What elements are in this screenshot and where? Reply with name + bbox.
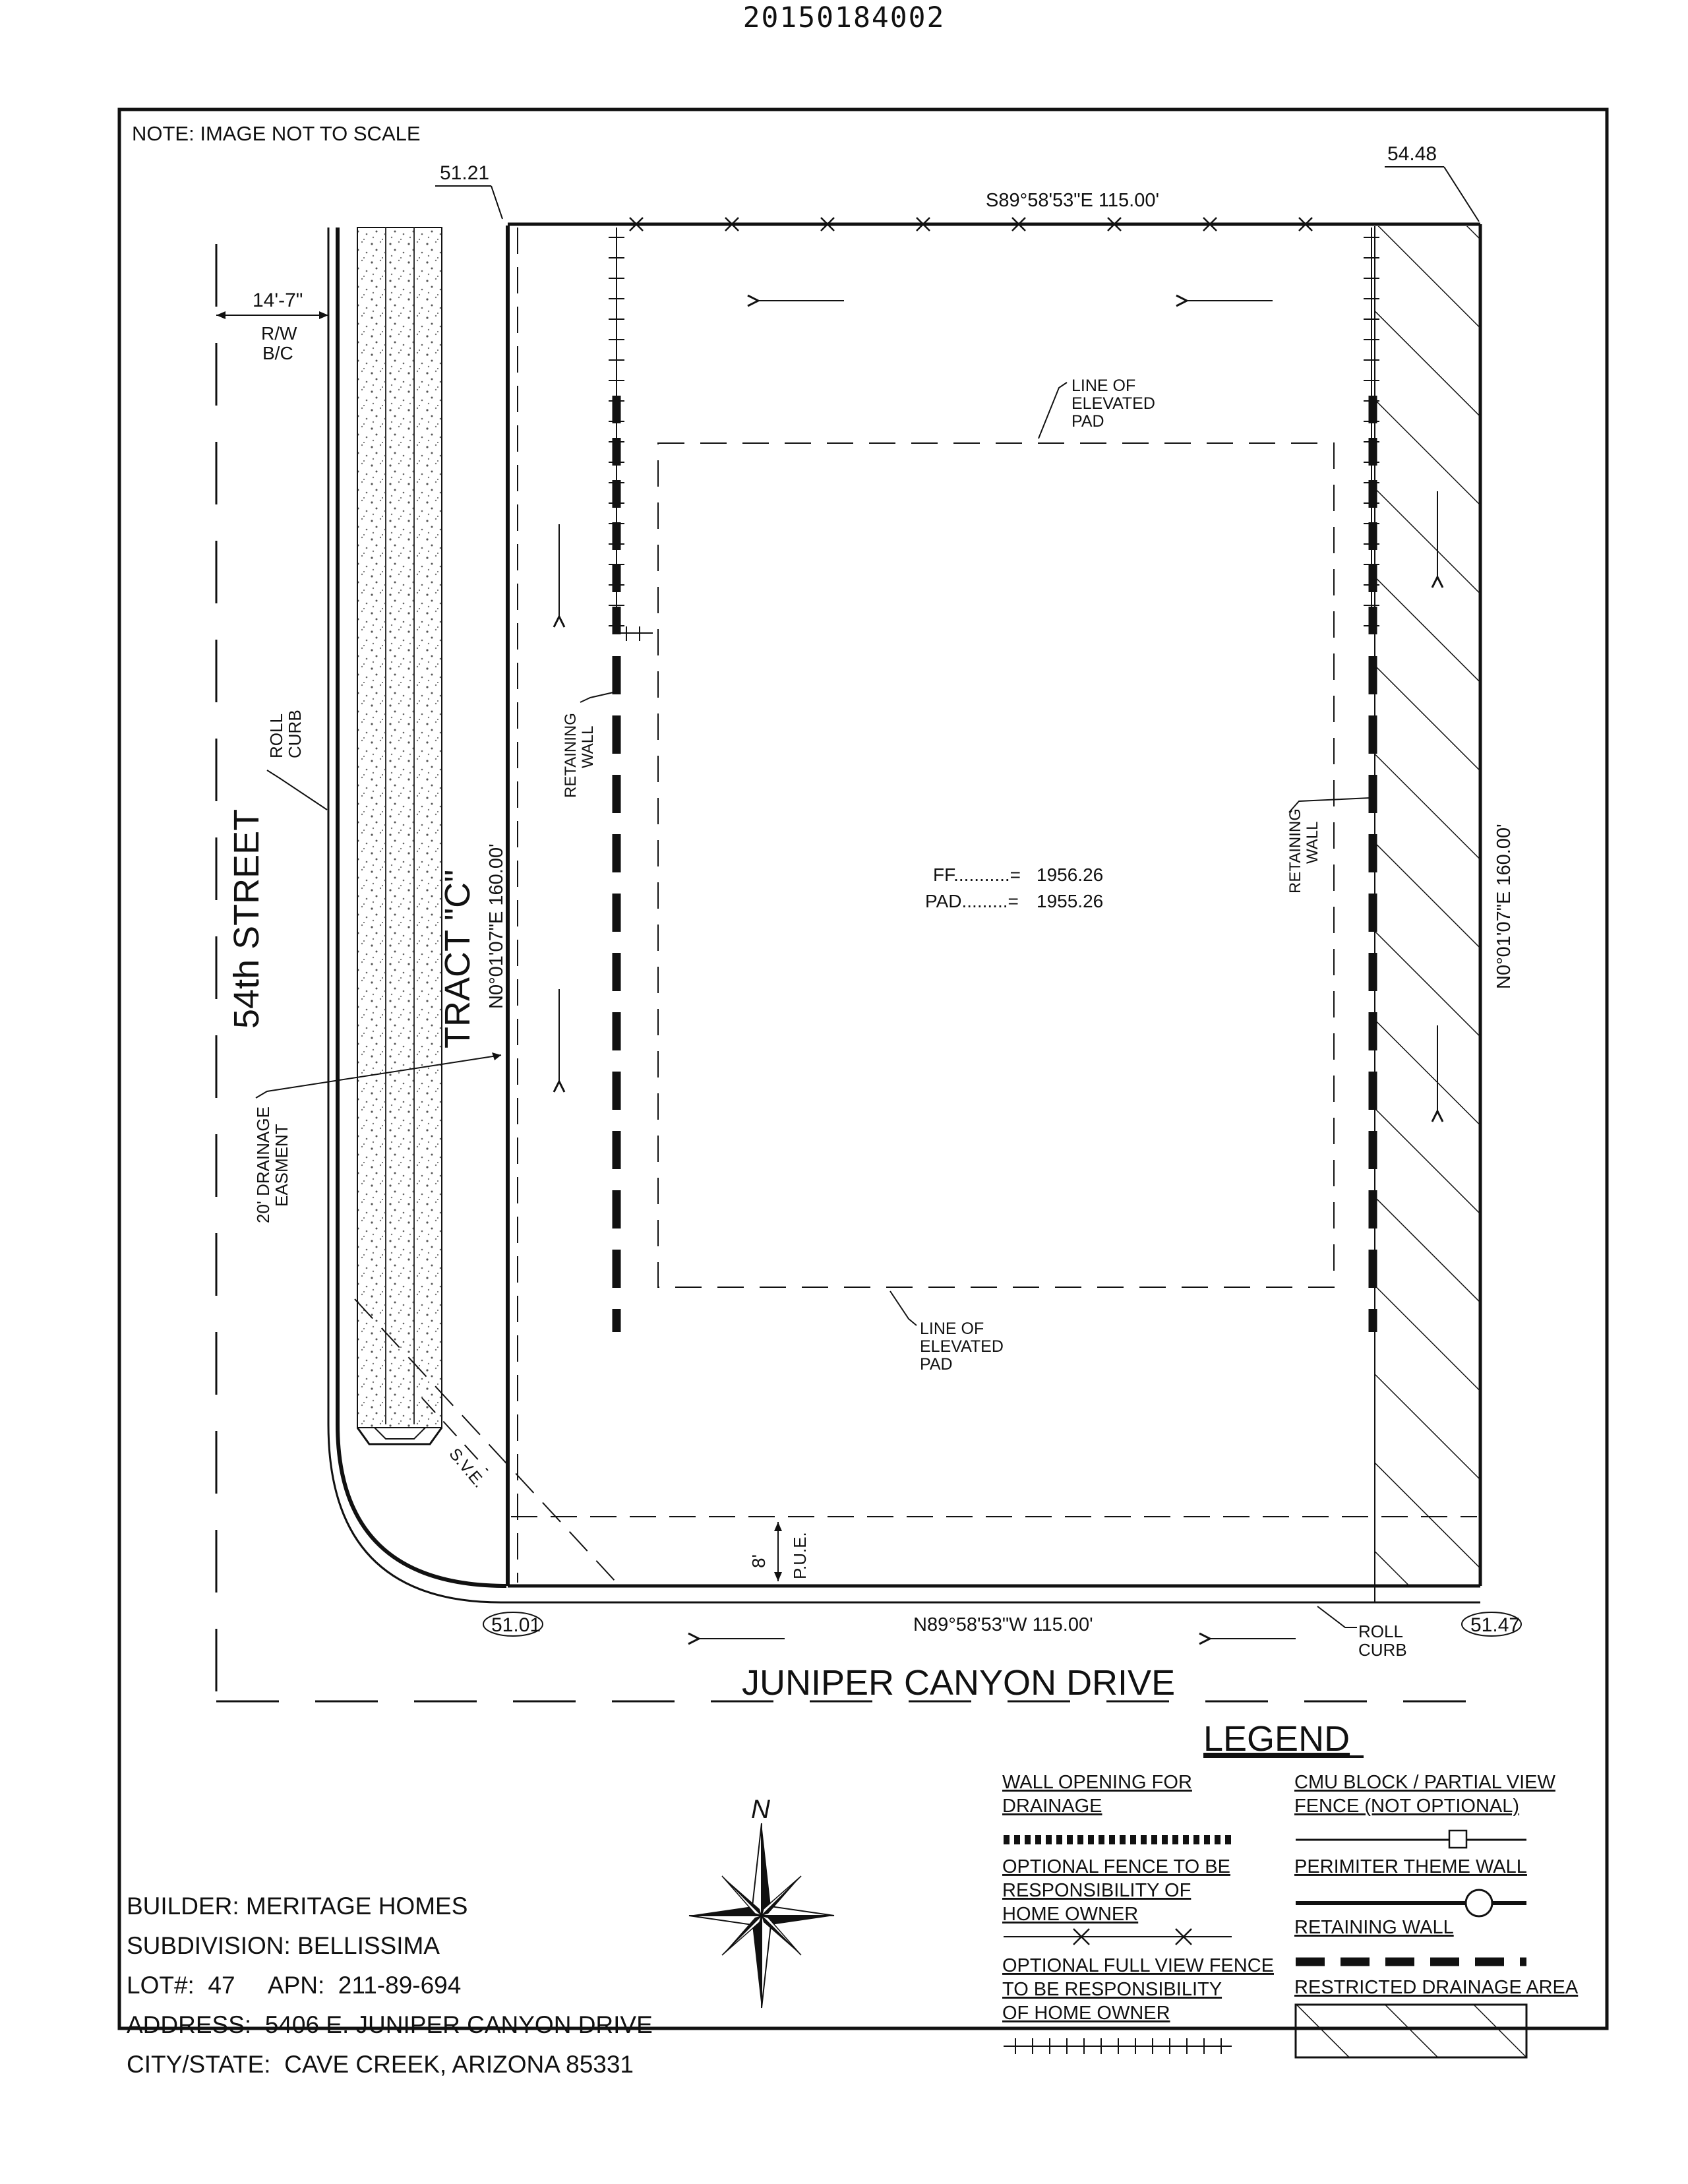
svg-text:SUBDIVISION: BELLISSIMA: SUBDIVISION: BELLISSIMA [127,1932,440,1959]
svg-text:CURB: CURB [285,710,305,758]
svg-text:OPTIONAL FENCE TO BE: OPTIONAL FENCE TO BE [1002,1856,1230,1877]
north-label: N [751,1795,770,1824]
svg-text:PAD: PAD [1071,412,1104,431]
corner-elev-top-left: 51.21 [440,162,490,184]
svg-text:20' DRAINAGE: 20' DRAINAGE [253,1107,273,1223]
svg-text:OF HOME OWNER: OF HOME OWNER [1002,2003,1170,2024]
drainage-strip [357,228,442,1428]
svg-text:8': 8' [748,1554,769,1568]
street-name: 54th STREET [227,808,266,1029]
svg-text:RETAINING: RETAINING [562,713,580,798]
svg-text:LINE OF: LINE OF [920,1320,984,1338]
lot-info [127,1893,653,2078]
corner-elev-bottom-right: 51.47 [1470,1614,1521,1636]
corner-elev-bottom-left: 51.01 [491,1614,541,1636]
legend-title: LEGEND [1203,1719,1350,1759]
bearing-top: S89°58'53"E 115.00' [986,190,1160,211]
ff-value: 1956.26 [1037,864,1104,885]
pad-label: PAD.........= [925,891,1019,911]
svg-text:LINE OF: LINE OF [1071,377,1136,395]
svg-text:WALL: WALL [579,725,597,768]
svg-text:FENCE (NOT OPTIONAL): FENCE (NOT OPTIONAL) [1294,1796,1520,1817]
ff-label: FF...........= [933,864,1021,885]
bearing-right: N0°01'07"E 160.00' [1493,824,1515,989]
road-name: JUNIPER CANYON DRIVE [742,1663,1176,1703]
svg-text:ADDRESS: 5406 E. JUNIPER CANY: ADDRESS: 5406 E. JUNIPER CANYON DRIVE [127,2011,653,2038]
svg-text:S.V.E.: S.V.E. [445,1444,489,1492]
tract-name: TRACT "C" [438,869,477,1048]
svg-text:CMU BLOCK / PARTIAL VIEW: CMU BLOCK / PARTIAL VIEW [1294,1772,1555,1793]
svg-text:RESPONSIBILITY OF: RESPONSIBILITY OF [1002,1880,1191,1901]
svg-text:P.U.E.: P.U.E. [790,1532,810,1579]
corner-elev-top-right: 54.48 [1387,143,1437,165]
svg-text:TO BE RESPONSIBILITY: TO BE RESPONSIBILITY [1002,1979,1222,2000]
svg-text:PERIMITER THEME WALL: PERIMITER THEME WALL [1294,1856,1527,1877]
svg-text:WALL: WALL [1304,821,1321,864]
document-number: 20150184002 [742,1,946,34]
svg-text:BUILDER: MERITAGE HOMES: BUILDER: MERITAGE HOMES [127,1893,468,1920]
legend [1002,1772,1579,2057]
svg-text:ROLL: ROLL [1358,1622,1403,1641]
scale-note: NOTE: IMAGE NOT TO SCALE [132,122,421,145]
svg-text:OPTIONAL FULL VIEW FENCE: OPTIONAL FULL VIEW FENCE [1002,1955,1274,1976]
bc-label: B/C [262,343,293,363]
rw-dimension: 14'-7" [253,289,303,311]
bearing-bottom: N89°58'53"W 115.00' [913,1614,1093,1635]
restricted-drainage-area [1375,226,1479,1585]
svg-text:CURB: CURB [1358,1640,1407,1660]
svg-text:DRAINAGE: DRAINAGE [1002,1796,1102,1817]
svg-text:HOME OWNER: HOME OWNER [1002,1904,1139,1925]
svg-text:RESTRICTED DRAINAGE AREA: RESTRICTED DRAINAGE AREA [1294,1977,1579,1998]
bearing-left: N0°01'07"E 160.00' [486,843,507,1009]
svg-text:EASMENT: EASMENT [272,1124,291,1207]
svg-text:RETAINING WALL: RETAINING WALL [1294,1917,1454,1938]
svg-text:ROLL: ROLL [266,713,286,758]
rw-label: R/W [261,323,297,344]
north-compass [689,1795,834,2008]
svg-text:ELEVATED: ELEVATED [920,1337,1004,1356]
svg-text:RETAINING: RETAINING [1286,808,1304,894]
svg-text:WALL OPENING FOR: WALL OPENING FOR [1002,1772,1192,1793]
svg-text:CITY/STATE: CAVE CREEK, ARIZO: CITY/STATE: CAVE CREEK, ARIZONA 85331 [127,2051,634,2078]
svg-text:LOT#: 47 APN: 211-89-694: LOT#: 47 APN: 211-89-694 [127,1972,462,1999]
pad-value: 1955.26 [1037,891,1104,911]
svg-text:PAD: PAD [920,1355,953,1374]
svg-text:ELEVATED: ELEVATED [1071,394,1155,413]
